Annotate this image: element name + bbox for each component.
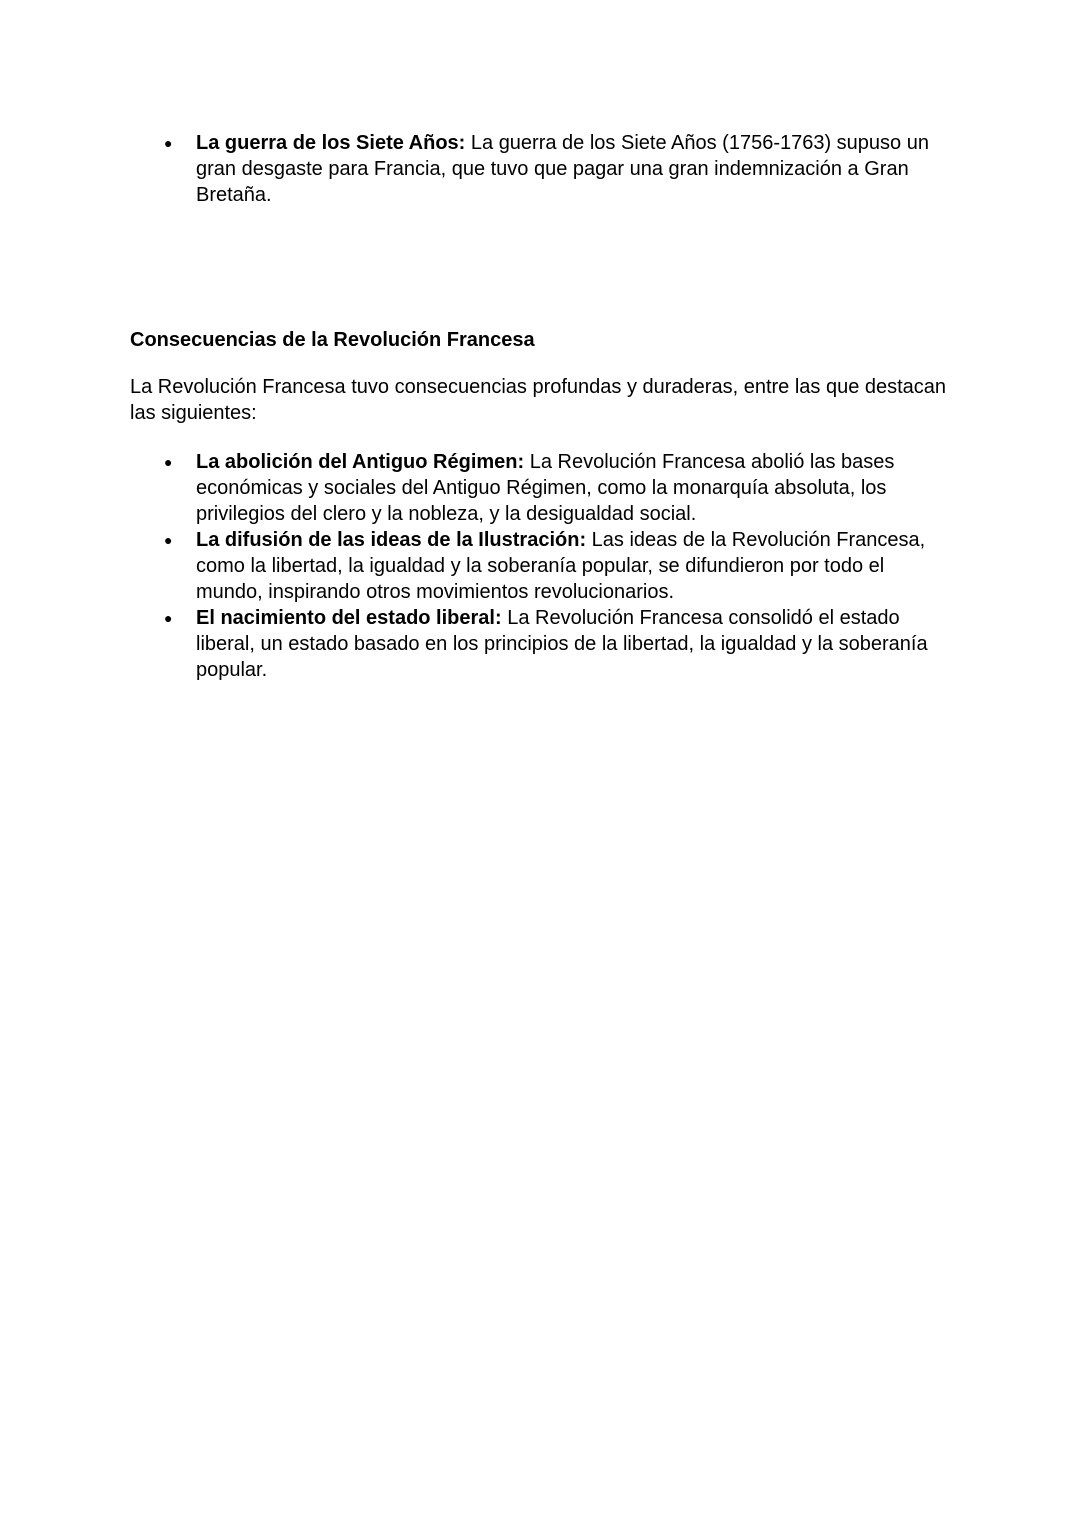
list-item <box>164 527 948 605</box>
section-intro: La Revolución Francesa tuvo consecuencias profundas y duraderas, entre las que destacan las siguientes: <box>130 376 947 424</box>
consequences-list <box>164 449 948 683</box>
list-item <box>164 449 948 527</box>
list-item <box>164 130 948 208</box>
list-item <box>164 605 948 683</box>
causes-list <box>164 130 948 208</box>
item-title: La abolición del Antiguo Régimen: <box>196 451 525 473</box>
section-heading: Consecuencias de la Revolución Francesa <box>130 329 535 351</box>
item-text: La Revolución Francesa abolió las bases económicas y sociales del Antiguo Régimen, como la monarquía absoluta, los privilegios del clero y la nobleza, y la desigualdad social. <box>196 451 895 525</box>
item-text: La guerra de los Siete Años (1756-1763) supuso un gran desgaste para Francia, que tuvo que pagar una gran indemnización a Gran Bretaña. <box>196 132 929 206</box>
item-title: La guerra de los Siete Años: <box>196 132 466 154</box>
bullet-icon: ● <box>164 610 173 626</box>
bullet-icon: ● <box>164 135 173 151</box>
bullet-icon: ● <box>164 532 173 548</box>
item-text: La Revolución Francesa consolidó el estado liberal, un estado basado en los principios de la libertad, la igualdad y la soberanía popular. <box>196 607 928 681</box>
item-text: Las ideas de la Revolución Francesa, como la libertad, la igualdad y la soberanía popular, se difundieron por todo el mundo, inspirando otros movimientos revolucionarios. <box>196 529 926 603</box>
item-title: El nacimiento del estado liberal: <box>196 607 502 629</box>
item-title: La difusión de las ideas de la Ilustración: <box>196 529 587 551</box>
bullet-icon: ● <box>164 454 173 470</box>
